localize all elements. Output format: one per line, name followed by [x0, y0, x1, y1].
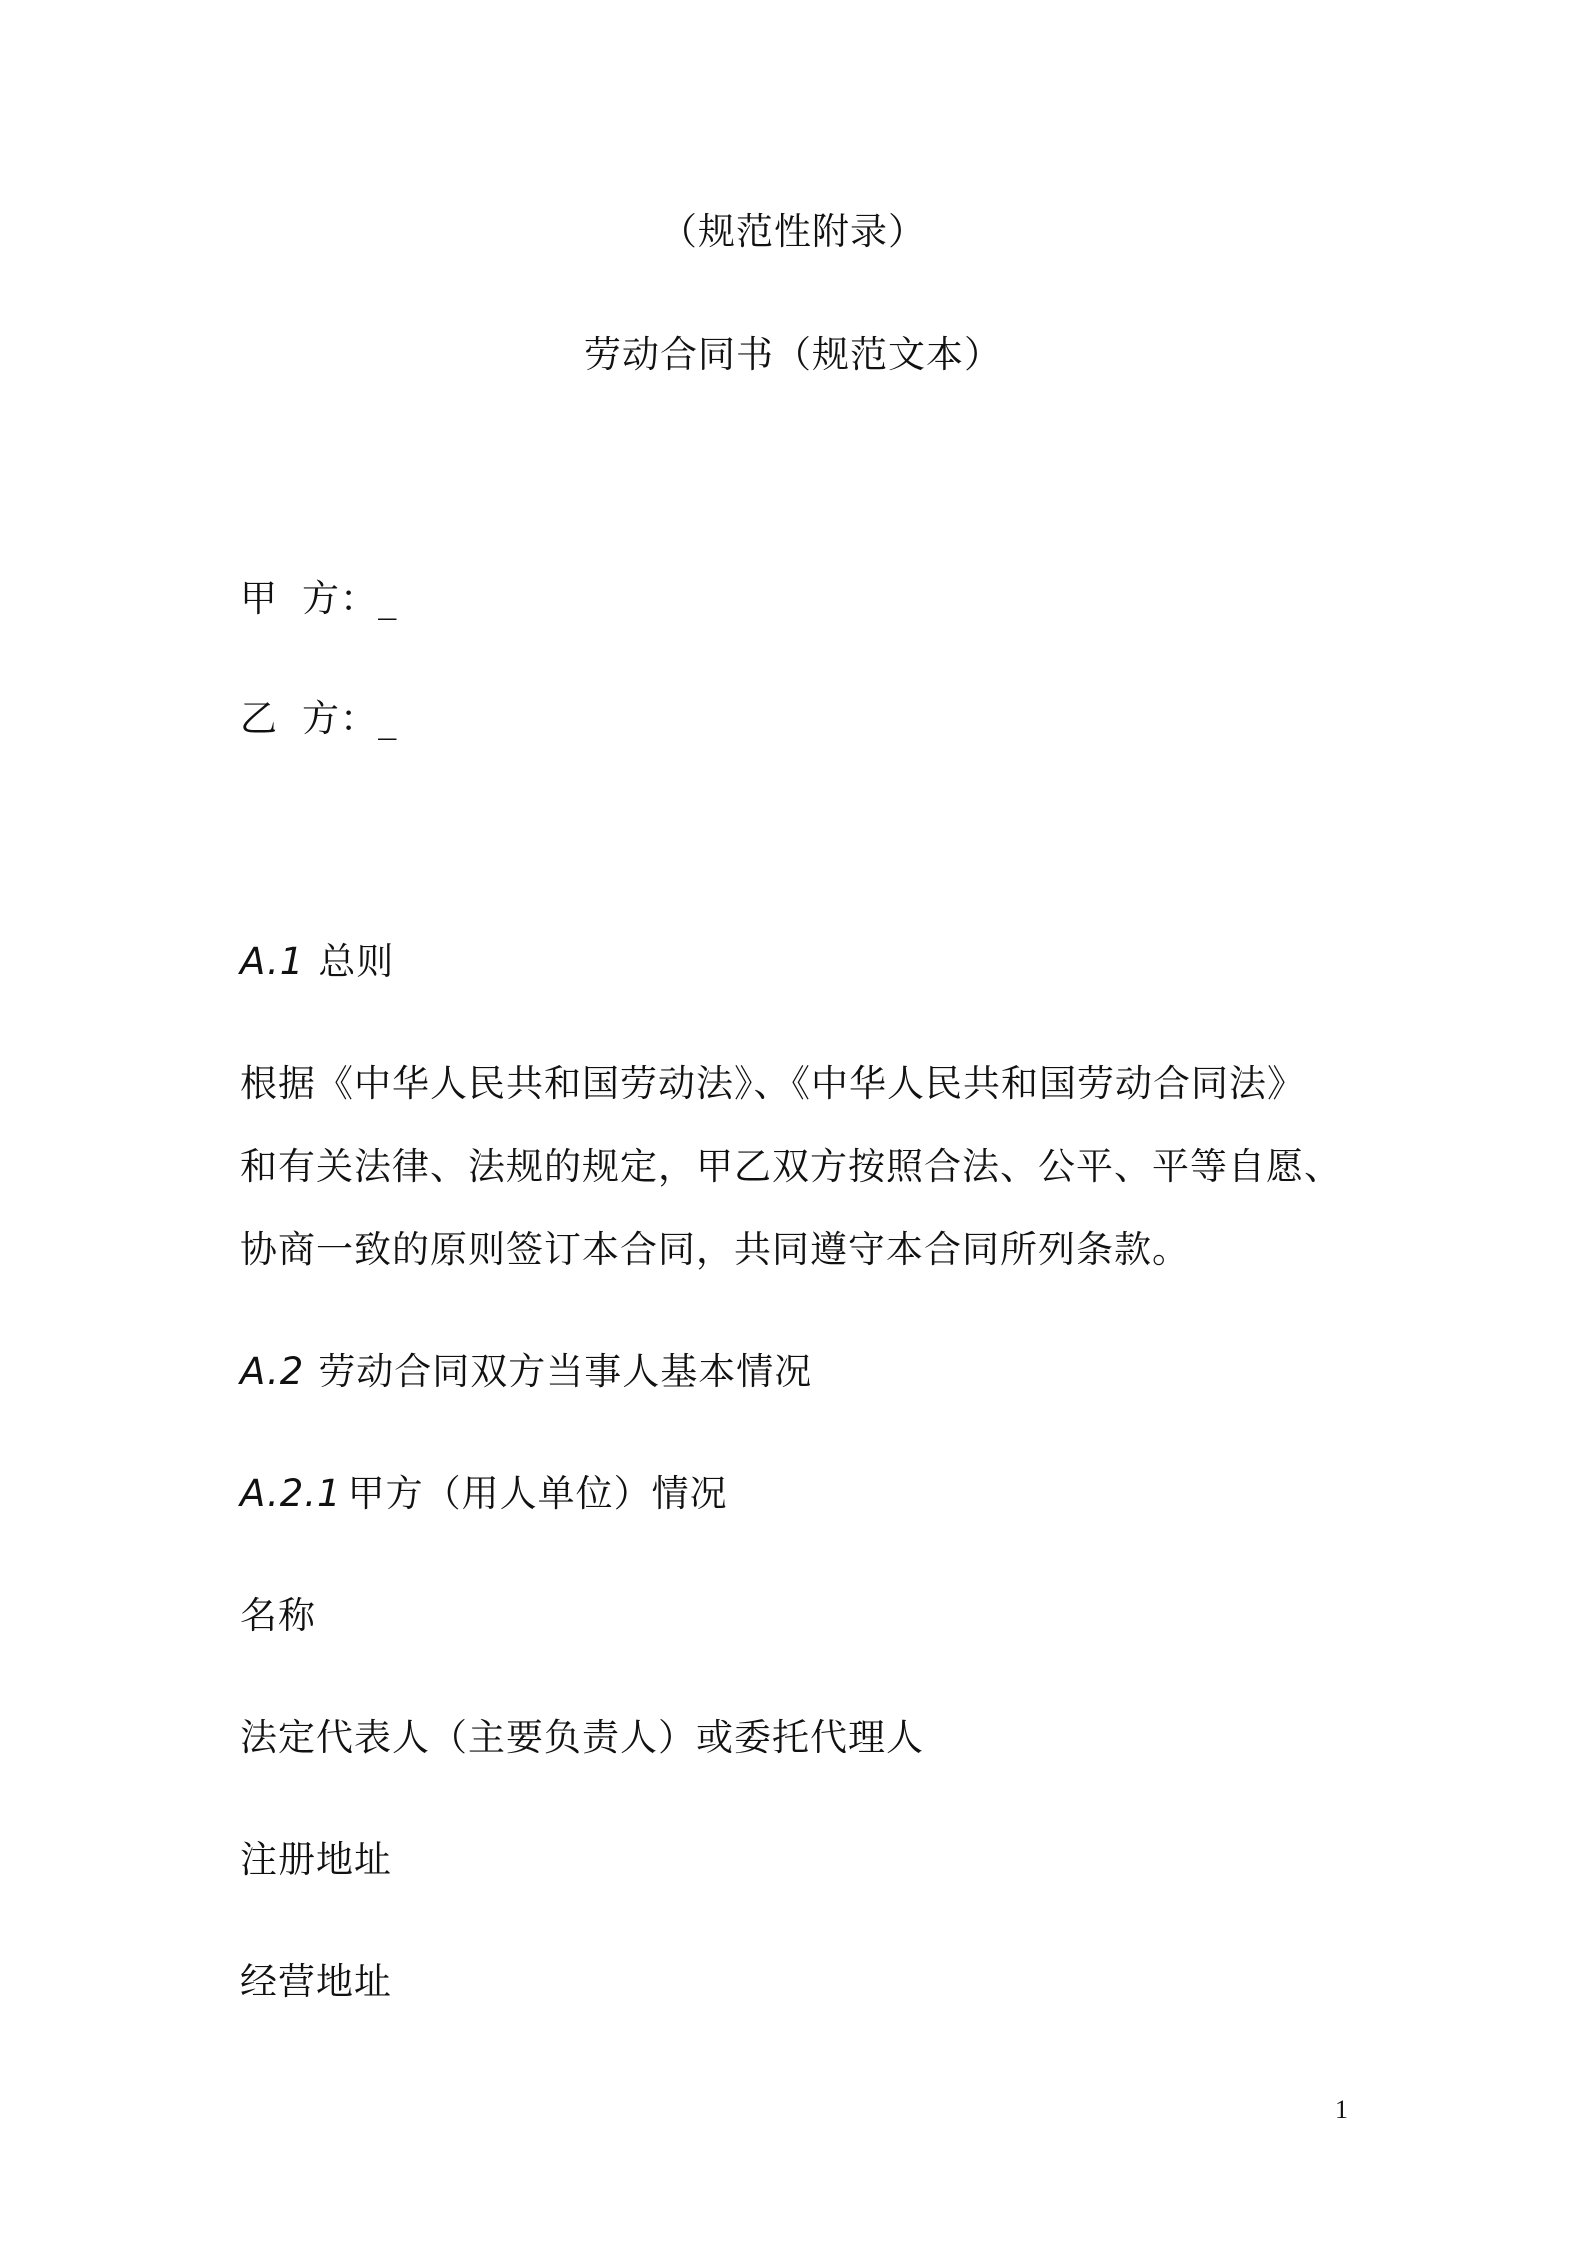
- a1-body-line-1: 根据《中华人民共和国劳动法》、《中华人民共和国劳动合同法》: [240, 1062, 1305, 1105]
- section-a2-number: A.2: [240, 1350, 305, 1393]
- section-a1-heading: [240, 940, 1356, 984]
- field-legal-rep: 法定代表人（主要负责人）或委托代理人: [240, 1716, 924, 1759]
- section-a21-number: A.2.1: [240, 1472, 342, 1515]
- section-a2-title: 劳动合同双方当事人基本情况: [318, 1350, 813, 1393]
- party-b-char: 乙: [240, 697, 278, 740]
- section-a21-title: 甲方（用人单位）情况: [347, 1472, 728, 1515]
- party-a-label: 方：: [302, 577, 378, 620]
- party-b-label: 方：: [302, 697, 378, 740]
- field-registered-address: 注册地址: [240, 1838, 392, 1881]
- field-name: 名称: [240, 1594, 316, 1637]
- appendix-label: （规范性附录）: [660, 210, 926, 253]
- page-number: 1: [1335, 2095, 1348, 2124]
- section-a2-heading: [240, 1350, 1356, 1394]
- party-a-blank: _: [378, 577, 398, 620]
- section-a1-number: A.1: [240, 940, 305, 983]
- party-b-blank: _: [378, 697, 398, 740]
- a1-body-line-2: 和有关法律、法规的规定，甲乙双方按照合法、公平、平等自愿、: [240, 1145, 1342, 1188]
- field-business-address: 经营地址: [240, 1960, 392, 2003]
- party-b-line: [240, 697, 1356, 741]
- section-a21-heading: [240, 1472, 1356, 1516]
- party-a-char: 甲: [240, 577, 278, 620]
- a1-body-line-3: 协商一致的原则签订本合同，共同遵守本合同所列条款。: [240, 1228, 1190, 1271]
- section-a1-title: 总则: [318, 940, 395, 983]
- document-title: 劳动合同书（规范文本）: [584, 333, 1002, 376]
- party-a-line: [240, 577, 1356, 621]
